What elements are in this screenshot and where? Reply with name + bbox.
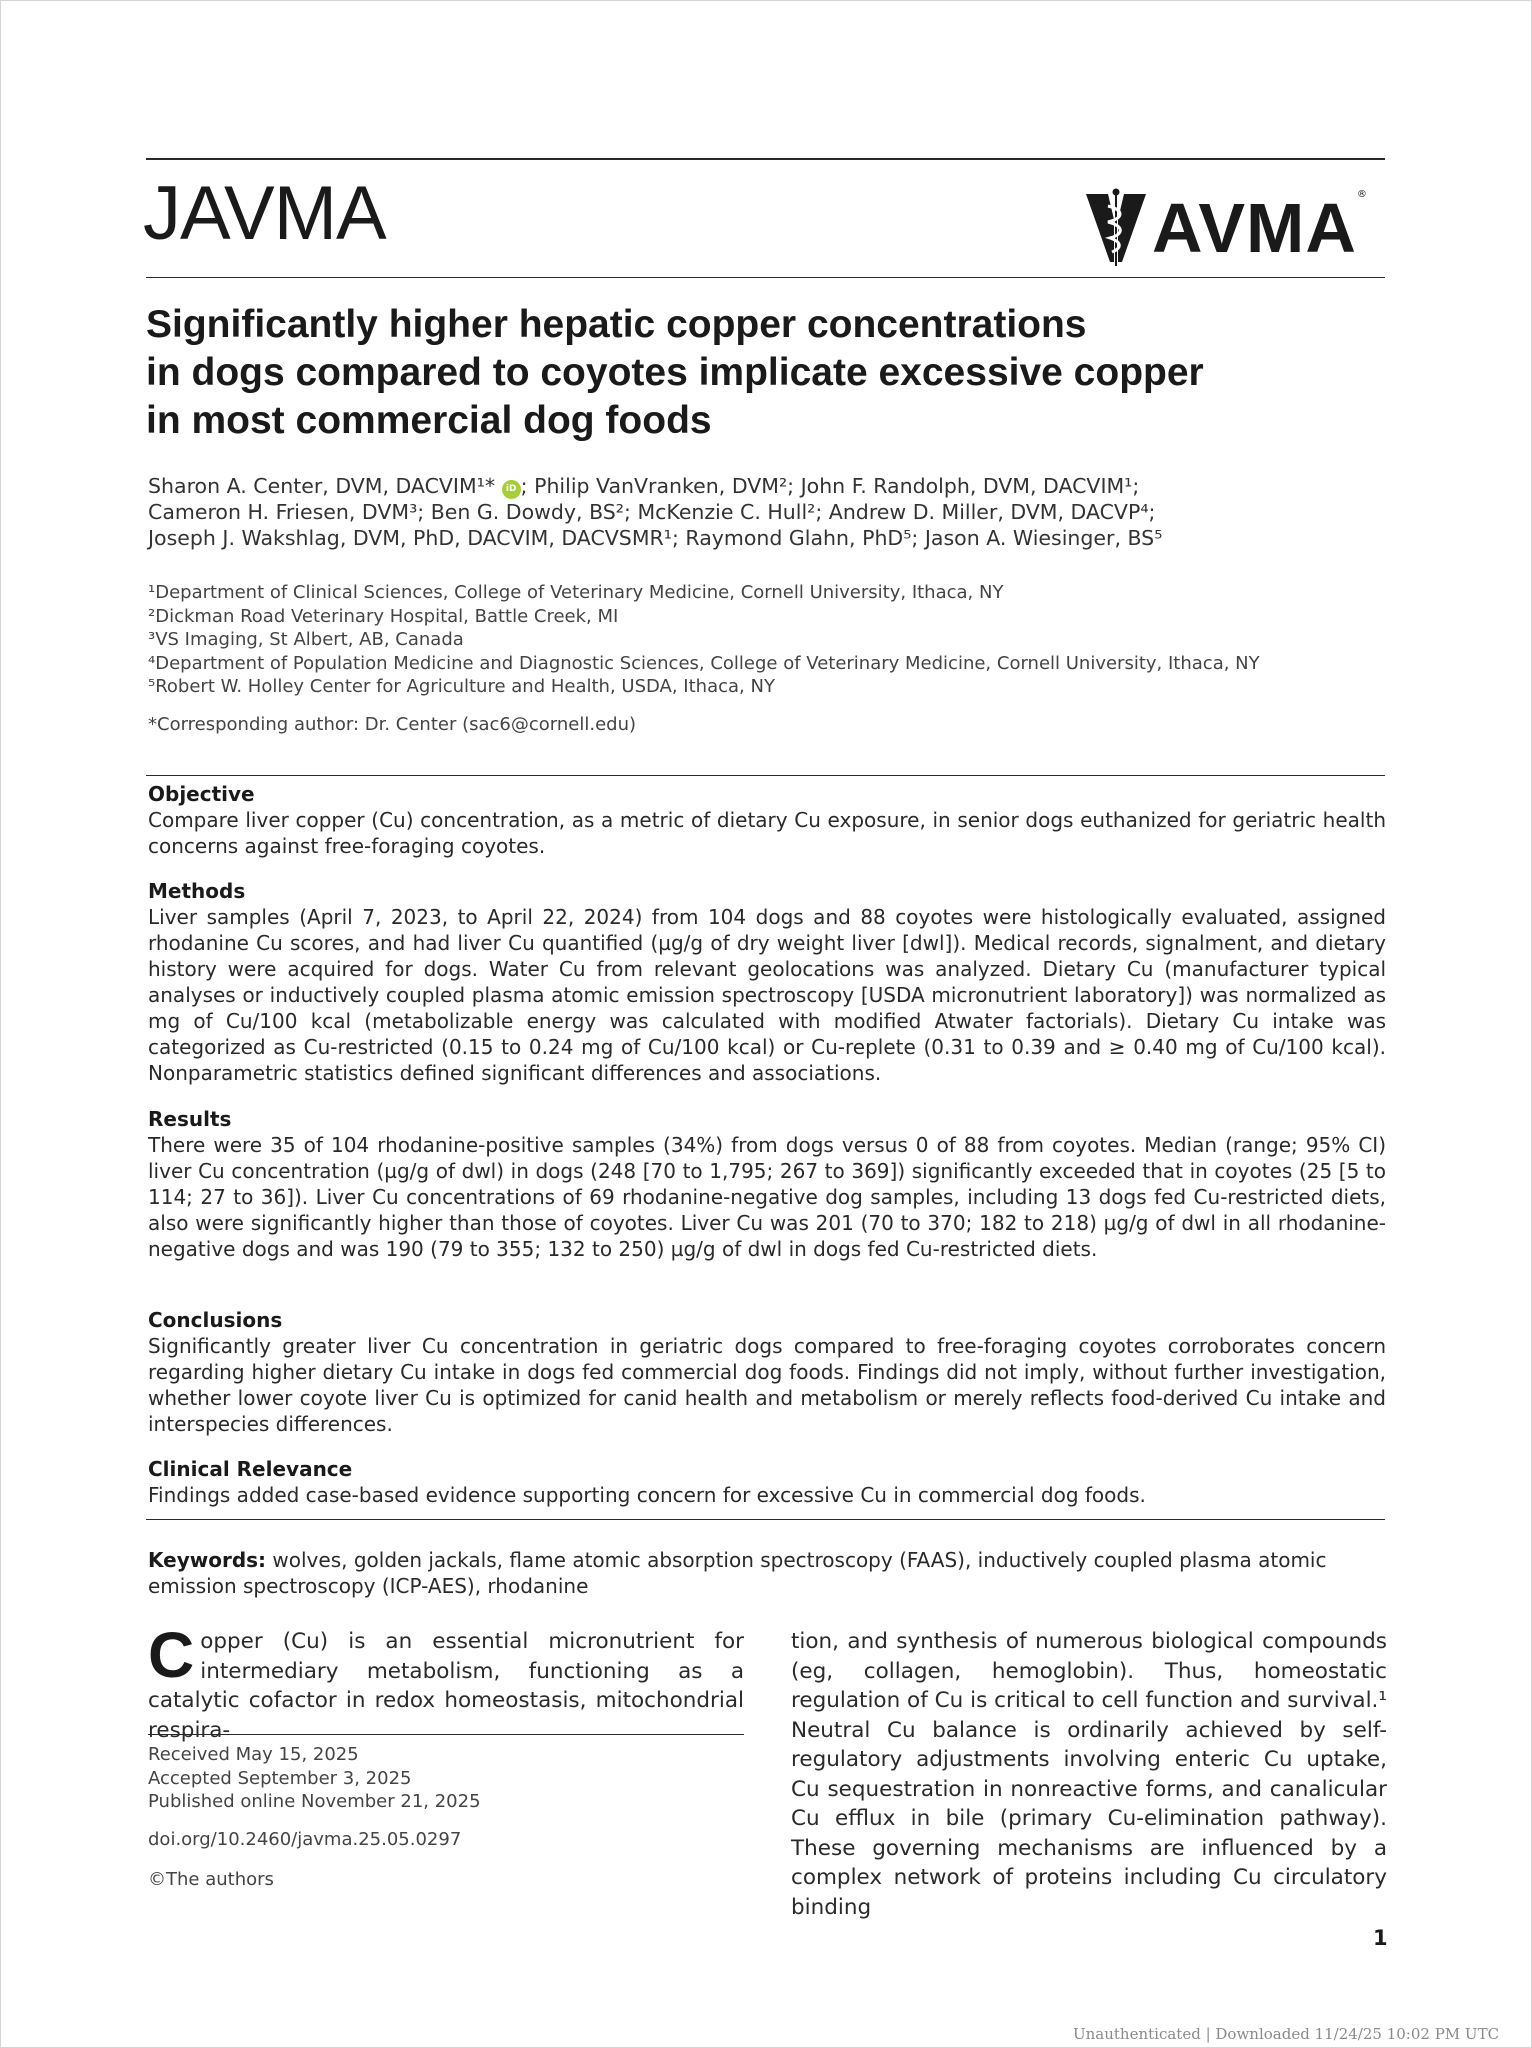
- copyright: ©The authors: [148, 1869, 274, 1890]
- caduceus-v-icon: [1086, 188, 1146, 268]
- author-list: [148, 473, 1388, 551]
- section-heading: Objective: [148, 782, 255, 806]
- title-line: in dogs compared to coyotes implicate excessive copper: [146, 351, 1204, 394]
- abstract-conclusions: [148, 1307, 1386, 1437]
- affiliations: [148, 581, 1260, 699]
- author-text: ; Philip VanVranken, DVM²; John F. Randolph, DVM, DACVIM¹;: [520, 474, 1140, 498]
- header-bottom-rule: [146, 277, 1385, 278]
- article-dates: [148, 1743, 481, 1814]
- author-line: [148, 473, 1388, 499]
- author-text: Sharon A. Center, DVM, DACVIM¹*: [148, 474, 496, 498]
- affiliation: ⁴Department of Population Medicine and Diagnostic Sciences, College of Veterinary Medicine, Cornell University, Ithaca, NY: [148, 652, 1260, 674]
- section-heading: Results: [148, 1107, 232, 1131]
- section-text: There were 35 of 104 rhodanine-positive samples (34%) from dogs versus 0 of 88 from coyotes. Median (range; 95% CI) liver Cu concentration (µg/g of dwl) in dogs (248 [70 to 1,795; 267 to 369]) significantly exceeded that in coyotes (25 [5 to 114; 27 to 36]). Liver Cu concentrations of 69 rhodanine-negative dog samples, including 13 dogs fed Cu-restricted diets, also were significantly higher than those of coyotes. Liver Cu was 201 (70 to 370; 182 to 218) µg/g of dwl in all rhodanine-negative dogs and was 190 (79 to 355; 132 to 250) µg/g of dwl in dogs fed Cu-restricted diets.: [148, 1133, 1386, 1261]
- abstract-objective: [148, 781, 1386, 859]
- abstract-methods: [148, 878, 1386, 1086]
- body-column-right: tion, and synthesis of numerous biological compounds (eg, collagen, hemoglobin). Thus, homeostatic regulation of Cu is critical to cell function and survival.¹ Neutral Cu balance is ordinarily achieved by self-regulatory adjustments involving enteric Cu uptake, Cu sequestration in nonreactive forms, and canalicular Cu efflux in bile (primary Cu-elimination pathway). These governing mechanisms are influenced by a complex network of proteins including Cu circulatory binding: [791, 1629, 1387, 1920]
- keywords-label: Keywords:: [148, 1548, 267, 1572]
- body-column-left: [148, 1619, 744, 1745]
- journal-name: JAVMA: [143, 171, 386, 256]
- abstract-clinical-relevance: [148, 1456, 1386, 1508]
- keywords-text: wolves, golden jackals, flame atomic absorption spectroscopy (FAAS), inductively coupled plasma atomic emission spectroscopy (ICP-AES), rhodanine: [148, 1548, 1327, 1598]
- article-info-rule: [148, 1734, 744, 1735]
- author-line: Joseph J. Wakshlag, DVM, PhD, DACVIM, DACVSMR¹; Raymond Glahn, PhD⁵; Jason A. Wiesinger, BS⁵: [148, 526, 1163, 550]
- doi-link[interactable]: doi.org/10.2460/javma.25.05.0297: [148, 1829, 462, 1850]
- corresponding-author: *Corresponding author: Dr. Center (sac6@cornell.edu): [148, 714, 637, 735]
- section-text: Liver samples (April 7, 2023, to April 22, 2024) from 104 dogs and 88 coyotes were histologically evaluated, assigned rhodanine Cu scores, and had liver Cu quantified (µg/g of dry weight liver [dwl]). Medical records, signalment, and dietary history were acquired for dogs. Water Cu from relevant geolocations was analyzed. Dietary Cu (manufacturer typical analyses or inductively coupled plasma atomic emission spectroscopy [USDA micronutrient laboratory]) was normalized as mg of Cu/100 kcal (metabolizable energy was calculated with modified Atwater factorials). Dietary Cu intake was categorized as Cu-restricted (0.15 to 0.24 mg of Cu/100 kcal) or Cu-replete (0.31 to 0.39 and ≥ 0.40 mg of Cu/100 kcal). Nonparametric statistics defined significant differences and associations.: [148, 905, 1386, 1085]
- drop-cap: C: [148, 1619, 195, 1691]
- received-date: Received May 15, 2025: [148, 1744, 359, 1765]
- header-top-rule: [146, 158, 1385, 160]
- orcid-icon[interactable]: iD: [502, 480, 521, 499]
- affiliation: ²Dickman Road Veterinary Hospital, Battle Creek, MI: [148, 605, 619, 627]
- title-line: in most commercial dog foods: [146, 399, 712, 442]
- keywords: [148, 1547, 1388, 1599]
- abstract-results: [148, 1106, 1386, 1262]
- avma-logo: [1086, 185, 1367, 271]
- section-heading: Conclusions: [148, 1308, 283, 1332]
- section-text: Significantly greater liver Cu concentration in geriatric dogs compared to free-foraging coyotes corroborates concern regarding higher dietary Cu intake in dogs fed commercial dog foods. Findings did not imply, without further investigation, whether lower coyote liver Cu is optimized for canid health and metabolism or merely reflects food-derived Cu intake and interspecies differences.: [148, 1334, 1386, 1436]
- section-text: Findings added case-based evidence supporting concern for excessive Cu in commercial dog foods.: [148, 1483, 1146, 1507]
- section-heading: Methods: [148, 879, 246, 903]
- body-text: opper (Cu) is an essential micronutrient for intermediary metabolism, functioning as a catalytic cofactor in redox homeostasis, mitochondrial respira-: [148, 1629, 744, 1743]
- page-number: 1: [1373, 1926, 1388, 1950]
- author-line: Cameron H. Friesen, DVM³; Ben G. Dowdy, BS²; McKenzie C. Hull²; Andrew D. Miller, DVM, DACVP⁴;: [148, 500, 1156, 524]
- abstract-bottom-rule: [146, 1519, 1385, 1520]
- avma-wordmark: AVMA: [1152, 189, 1357, 267]
- section-text: Compare liver copper (Cu) concentration, as a metric of dietary Cu exposure, in senior dogs euthanized for geriatric health concerns against free-foraging coyotes.: [148, 808, 1386, 858]
- article-title: [146, 301, 1346, 445]
- accepted-date: Accepted September 3, 2025: [148, 1767, 412, 1789]
- published-date: Published online November 21, 2025: [148, 1791, 481, 1812]
- affiliation: ⁵Robert W. Holley Center for Agriculture and Health, USDA, Ithaca, NY: [148, 676, 775, 697]
- download-stamp: Unauthenticated | Downloaded 11/24/25 10:02 PM UTC: [1073, 2025, 1500, 2043]
- affiliation: ³VS Imaging, St Albert, AB, Canada: [148, 629, 464, 650]
- section-heading: Clinical Relevance: [148, 1457, 353, 1481]
- registered-mark: ®: [1356, 189, 1367, 200]
- abstract-top-rule: [146, 775, 1385, 776]
- title-line: Significantly higher hepatic copper concentrations: [146, 303, 1087, 346]
- affiliation: ¹Department of Clinical Sciences, College of Veterinary Medicine, Cornell University, Ithaca, NY: [148, 582, 1004, 603]
